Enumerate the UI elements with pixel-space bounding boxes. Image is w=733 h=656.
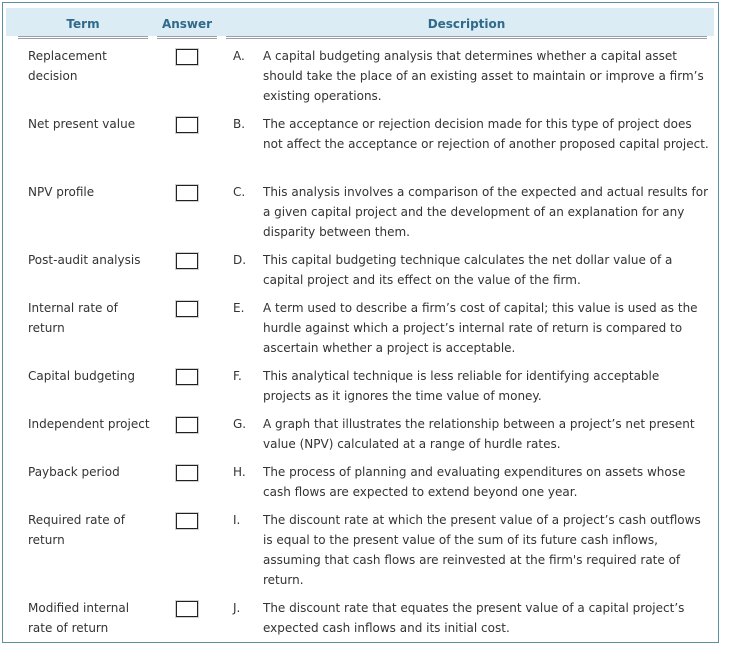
answer-input[interactable] [176, 601, 198, 617]
term-text: NPV profile [28, 185, 95, 199]
answer-input[interactable] [176, 49, 198, 65]
term-text: Payback period [28, 465, 120, 479]
description-letter: D. [233, 253, 247, 267]
description-text: A term used to describe a firm’s cost of capital; this value is used as the hurdle against which a project’s internal rate of return is compared to ascertain whether a project is acceptable. [263, 301, 698, 355]
description-text: The discount rate at which the present value of a project’s cash outflows is equal to the present value of the sum of its future cash inflows, assuming that cash flows are reinvested at the firm's required rate of return. [263, 513, 701, 587]
description-letter: I. [233, 513, 241, 527]
term-column-header: Term [66, 17, 100, 31]
description-text: This analytical technique is less reliable for identifying acceptable projects as it ignores the time value of money. [263, 369, 660, 403]
description-text: A capital budgeting analysis that determines whether a capital asset should take the place of an existing asset to maintain or improve a firm’s existing operations. [263, 49, 704, 103]
description-header-rule [226, 36, 707, 39]
answer-column-header: Answer [161, 17, 213, 31]
description-text: The acceptance or rejection decision made for this type of project does not affect the acceptance or rejection of another proposed capital project. [263, 117, 709, 151]
description-letter: A. [233, 49, 245, 63]
description-letter: E. [233, 301, 245, 315]
term-text: Modified internal rate of return [28, 601, 130, 635]
description-letter: J. [233, 601, 241, 615]
answer-input[interactable] [176, 369, 198, 385]
term-text: Required rate of return [28, 513, 125, 547]
term-text: Replacement decision [28, 49, 107, 83]
answer-input[interactable] [176, 253, 198, 269]
answer-input[interactable] [176, 465, 198, 481]
description-text: The discount rate that equates the present value of a capital project’s expected cash inflows and its initial cost. [263, 601, 685, 635]
answer-input[interactable] [176, 301, 198, 317]
description-text: This capital budgeting technique calculates the net dollar value of a capital project and its effect on the value of the firm. [263, 253, 673, 287]
description-text: A graph that illustrates the relationship between a project’s net present value (NPV) calculated at a range of hurdle rates. [263, 417, 695, 451]
answer-header-rule [157, 36, 217, 39]
description-letter: F. [233, 369, 242, 383]
answer-input[interactable] [176, 185, 198, 201]
term-header-rule [18, 36, 148, 39]
term-text: Internal rate of return [28, 301, 118, 335]
description-column-header: Description [427, 17, 506, 31]
term-text: Capital budgeting [28, 369, 135, 383]
description-letter: C. [233, 185, 246, 199]
description-text: This analysis involves a comparison of the expected and actual results for a given capital project and the development of an explanation for any disparity between them. [263, 185, 709, 239]
term-text: Net present value [28, 117, 136, 131]
description-text: The process of planning and evaluating expenditures on assets whose cash flows are expected to extend beyond one year. [263, 465, 686, 499]
description-letter: B. [233, 117, 246, 131]
term-text: Post-audit analysis [28, 253, 141, 267]
answer-input[interactable] [176, 513, 198, 529]
term-text: Independent project [28, 417, 150, 431]
description-letter: H. [233, 465, 246, 479]
answer-input[interactable] [176, 117, 198, 133]
description-letter: G. [233, 417, 247, 431]
answer-input[interactable] [176, 417, 198, 433]
